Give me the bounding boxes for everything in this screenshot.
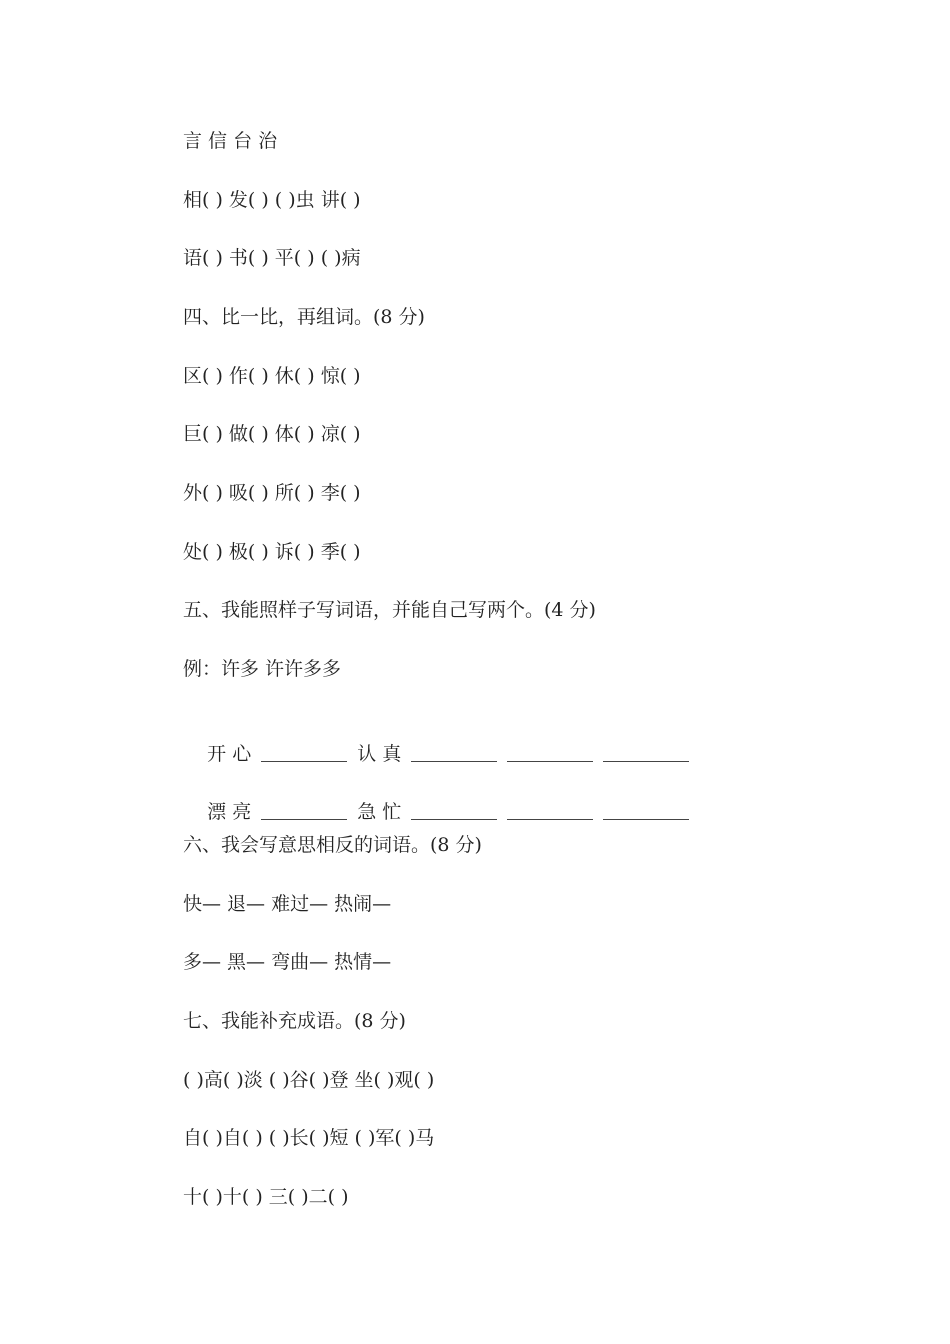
answer-blank[interactable] — [411, 743, 497, 762]
example-line: 例：许多 许许多多 — [183, 658, 342, 680]
fill-row: 区( ) 作( ) 休( ) 惊( ) — [183, 365, 361, 387]
blank-row — [183, 773, 689, 823]
section-heading: 四、比一比，再组词。(8 分) — [183, 306, 425, 328]
idiom-row: 十( )十( ) 三( )二( ) — [183, 1186, 349, 1208]
fill-row: 巨( ) 做( ) 体( ) 凉( ) — [183, 423, 361, 445]
section-heading: 六、我会写意思相反的词语。(8 分) — [183, 834, 482, 856]
section-heading: 七、我能补充成语。(8 分) — [183, 1010, 406, 1032]
word-label: 急 忙 — [357, 801, 402, 823]
answer-blank[interactable] — [603, 743, 689, 762]
fill-row: 处( ) 极( ) 诉( ) 季( ) — [183, 541, 361, 563]
char-list: 言 信 台 治 — [183, 130, 278, 152]
answer-blank[interactable] — [411, 801, 497, 820]
answer-blank[interactable] — [261, 801, 347, 820]
answer-blank[interactable] — [507, 801, 593, 820]
idiom-row: 自( )自( ) ( )长( )短 ( )军( )马 — [183, 1127, 435, 1149]
fill-row: 语( ) 书( ) 平( ) ( )病 — [183, 247, 361, 269]
antonym-row: 多— 黑— 弯曲— 热情— — [183, 951, 392, 973]
section-heading: 五、我能照样子写词语，并能自己写两个。(4 分) — [183, 599, 596, 621]
word-label: 漂 亮 — [207, 801, 252, 823]
word-label: 开 心 — [207, 743, 252, 765]
fill-row: 外( ) 吸( ) 所( ) 李( ) — [183, 482, 361, 504]
answer-blank[interactable] — [507, 743, 593, 762]
answer-blank[interactable] — [261, 743, 347, 762]
idiom-row: ( )高( )淡 ( )谷( )登 坐( )观( ) — [183, 1069, 435, 1091]
fill-row: 相( ) 发( ) ( )虫 讲( ) — [183, 189, 361, 211]
answer-blank[interactable] — [603, 801, 689, 820]
blank-row — [183, 715, 689, 765]
antonym-row: 快— 退— 难过— 热闹— — [183, 893, 392, 915]
word-label: 认 真 — [357, 743, 402, 765]
